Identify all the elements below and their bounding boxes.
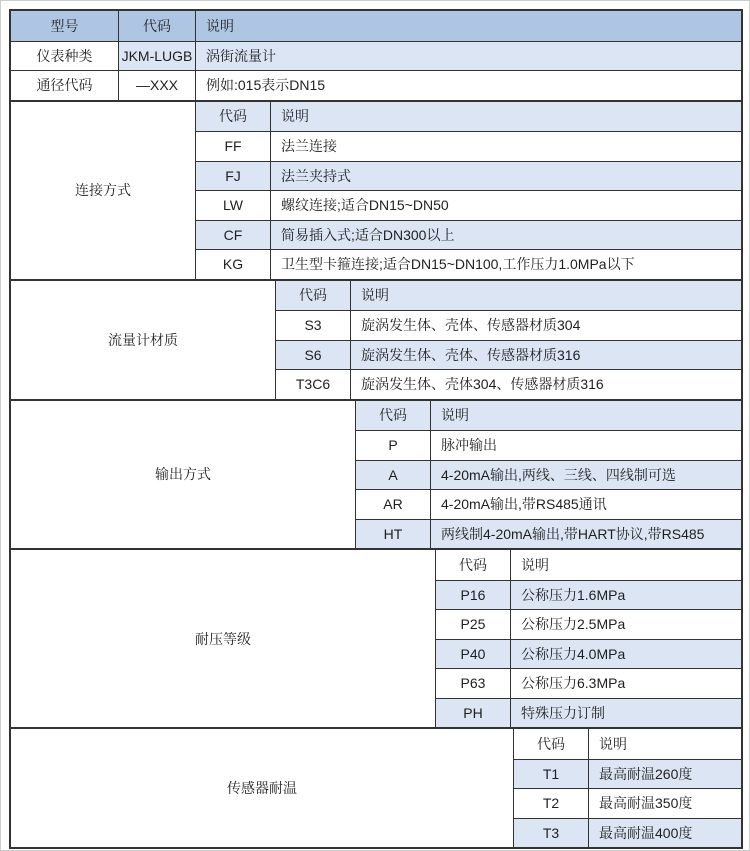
section-rows [356, 401, 741, 549]
sub-desc-header: 说明 [521, 556, 549, 573]
row-label: 通径代码 [11, 71, 119, 100]
spec-row [514, 759, 741, 789]
code-cell: FF [196, 132, 271, 161]
sub-code-header: 代码 [514, 729, 589, 759]
desc-cell: 两线制4-20mA输出,带HART协议,带RS485 [441, 525, 705, 542]
sub-header-row [356, 401, 741, 431]
code-cell: P40 [436, 640, 511, 669]
code-cell: T1 [514, 760, 589, 789]
sub-desc-header: 说明 [599, 735, 627, 752]
spec-row [436, 639, 741, 669]
code-cell: T3C6 [276, 370, 351, 399]
code-cell: P [356, 431, 431, 460]
desc-cell: 脉冲输出 [441, 437, 497, 454]
spec-row [356, 519, 741, 549]
spec-row [276, 310, 741, 340]
section-rows [436, 550, 741, 727]
spec-row [436, 698, 741, 728]
section-pressure-rating [11, 548, 741, 727]
spec-row [196, 131, 741, 161]
spec-row [356, 460, 741, 490]
desc-cell: 涡街流量计 [196, 42, 741, 71]
spec-row [276, 340, 741, 370]
sub-code-header: 代码 [436, 550, 511, 580]
code-cell: P63 [436, 669, 511, 698]
spec-row [356, 489, 741, 519]
desc-cell: 最高耐温400度 [599, 824, 693, 841]
sub-code-header: 代码 [276, 281, 351, 311]
desc-cell: 公称压力1.6MPa [521, 586, 626, 603]
desc-cell: 法兰连接 [281, 138, 337, 155]
section-label: 流量计材质 [11, 281, 276, 399]
code-cell: JKM-LUGB [119, 42, 196, 71]
spec-row [514, 818, 741, 848]
spec-row [514, 788, 741, 818]
section-rows [514, 729, 741, 847]
desc-cell: 公称压力6.3MPa [521, 675, 626, 692]
spec-row [276, 369, 741, 399]
section-output-mode [11, 399, 741, 549]
section-connection-type [11, 100, 741, 279]
code-cell: FJ [196, 162, 271, 191]
desc-cell: 卫生型卡箍连接;适合DN15~DN100,工作压力1.0MPa以下 [281, 256, 635, 273]
desc-cell: 最高耐温350度 [599, 795, 693, 812]
section-sensor-temperature [11, 727, 741, 847]
code-cell: KG [196, 250, 271, 279]
desc-cell: 最高耐温260度 [599, 765, 693, 782]
sub-desc-header: 说明 [441, 407, 469, 424]
desc-cell: 旋涡发生体、壳体、传感器材质304 [361, 317, 581, 334]
code-cell: P25 [436, 610, 511, 639]
section-body-material [11, 279, 741, 399]
desc-cell: 4-20mA输出,带RS485通讯 [441, 496, 607, 513]
sub-header-row [514, 729, 741, 759]
code-cell: T3 [514, 819, 589, 848]
code-cell: —XXX [119, 71, 196, 100]
desc-cell: 例如:015表示DN15 [206, 77, 326, 94]
desc-column-header: 说明 [196, 11, 741, 41]
spec-row [196, 249, 741, 279]
code-cell: S6 [276, 341, 351, 370]
spec-row [196, 190, 741, 220]
spec-row [436, 668, 741, 698]
desc-cell: 公称压力4.0MPa [521, 645, 626, 662]
section-label: 输出方式 [11, 401, 356, 549]
code-cell: T2 [514, 789, 589, 818]
desc-cell: 公称压力2.5MPa [521, 616, 626, 633]
code-cell: AR [356, 490, 431, 519]
desc-cell: 旋涡发生体、壳体、传感器材质316 [361, 346, 581, 363]
desc-cell: 4-20mA输出,两线、三线、四线制可选 [441, 466, 676, 483]
code-cell: P16 [436, 581, 511, 610]
spec-row [436, 609, 741, 639]
row-instrument-type [11, 41, 741, 71]
section-rows [196, 102, 741, 279]
spec-row [196, 161, 741, 191]
sub-code-header: 代码 [356, 401, 431, 431]
sub-header-row [276, 281, 741, 311]
desc-cell: 法兰夹持式 [281, 167, 351, 184]
code-cell: PH [436, 699, 511, 728]
table-header-row [11, 11, 741, 41]
desc-cell: 螺纹连接;适合DN15~DN50 [281, 197, 449, 214]
code-cell: HT [356, 520, 431, 549]
spec-table [9, 9, 743, 849]
code-cell: CF [196, 221, 271, 250]
row-label: 仪表种类 [11, 42, 119, 71]
section-rows [276, 281, 741, 399]
section-label: 传感器耐温 [11, 729, 514, 847]
section-label: 连接方式 [11, 102, 196, 279]
sub-desc-header: 说明 [281, 108, 309, 125]
section-label: 耐压等级 [11, 550, 436, 727]
code-cell: LW [196, 191, 271, 220]
spec-row [436, 580, 741, 610]
spec-row [356, 430, 741, 460]
code-cell: S3 [276, 311, 351, 340]
desc-cell: 特殊压力订制 [521, 704, 605, 721]
sub-header-row [436, 550, 741, 580]
sub-code-header: 代码 [196, 102, 271, 132]
sub-header-row [196, 102, 741, 132]
spec-row [196, 220, 741, 250]
desc-cell: 简易插入式;适合DN300以上 [281, 226, 455, 243]
desc-cell: 旋涡发生体、壳体304、传感器材质316 [361, 376, 604, 393]
code-column-header: 代码 [119, 11, 196, 41]
row-diameter-code [11, 70, 741, 100]
sub-desc-header: 说明 [361, 287, 389, 304]
model-column-header: 型号 [11, 11, 119, 41]
code-cell: A [356, 461, 431, 490]
